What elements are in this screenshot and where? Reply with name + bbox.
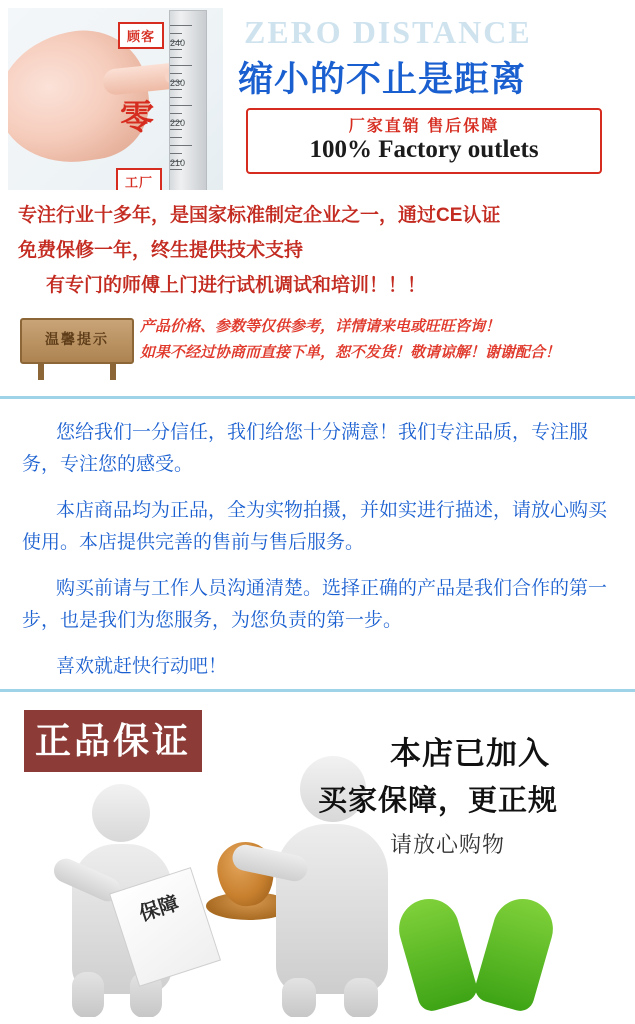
zero-character: 零	[120, 100, 154, 137]
guarantee-subtitle: 买家保障，更正规	[318, 785, 559, 817]
tip-row	[12, 314, 624, 384]
figure-right-leg-right	[344, 978, 378, 1017]
ruler-number-230: 230	[169, 78, 185, 88]
ruler-number-220: 220	[169, 118, 185, 128]
green-hands-icon	[404, 898, 554, 1014]
promo-top-text: 厂家直销 售后保障	[348, 118, 500, 135]
banner-headline: 缩小的不止是距离	[238, 60, 527, 99]
promise-paragraph-2: 本店商品均为正品，全为实物拍摄，并如实进行描述，请放心购买使用。本店提供完善的售前与售后服务。	[22, 500, 608, 553]
promise-paragraph-3: 购买前请与工作人员沟通清楚。选择正确的产品是我们合作的第一步，也是我们为您服务，为您负责的第一步。	[22, 578, 608, 631]
claim-line-3: 有专门的师傅上门进行试机调试和培训！！！	[46, 275, 427, 296]
factory-tag: 工厂	[116, 168, 162, 190]
banner-section	[0, 0, 635, 196]
authentic-badge: 正品保证	[24, 710, 202, 772]
tip-sign-board: 温馨提示	[20, 318, 134, 364]
ruler-number-240: 240	[169, 38, 185, 48]
promo-bottom-text: 100% Factory outlets	[309, 136, 539, 163]
promise-paragraph-4: 喜欢就赶快行动吧！	[56, 656, 228, 677]
hand-ruler-photo	[8, 8, 223, 190]
claims-section	[0, 196, 635, 396]
guarantee-title: 本店已加入	[390, 736, 550, 771]
english-watermark: ZERO DISTANCE	[244, 14, 532, 50]
guarantee-section	[0, 689, 635, 1017]
guarantee-note: 请放心购物	[390, 832, 506, 857]
figure-right-leg-left	[282, 978, 316, 1017]
tip-text-line-2: 如果不经过协商而直接下单，恕不发货！敬请谅解！谢谢配合！	[140, 345, 561, 361]
claim-line-2: 免费保修一年，终生提供技术支持	[18, 240, 304, 261]
promise-section	[0, 399, 635, 689]
tip-text-line-1: 产品价格、参数等仅供参考，详情请来电或旺旺咨询！	[140, 319, 501, 335]
figure-right-body	[276, 824, 388, 994]
tip-text	[140, 314, 560, 366]
customer-tag: 顾客	[118, 22, 164, 49]
promise-paragraph-1: 您给我们一分信任，我们给您十分满意！我们专注品质，专注服务，专注您的感受。	[22, 422, 589, 475]
figure-left-head	[92, 784, 150, 842]
green-hand-right	[472, 892, 560, 1014]
figure-left-leg-left	[72, 972, 104, 1017]
claim-line-1: 专注行业十多年，是国家标准制定企业之一，通过CE认证	[18, 205, 501, 226]
guarantee-card: 保障	[109, 867, 221, 987]
green-hand-left	[392, 892, 480, 1014]
ruler-number-210: 210	[169, 158, 185, 168]
promo-box	[246, 108, 602, 174]
banner-text-block	[228, 0, 628, 196]
